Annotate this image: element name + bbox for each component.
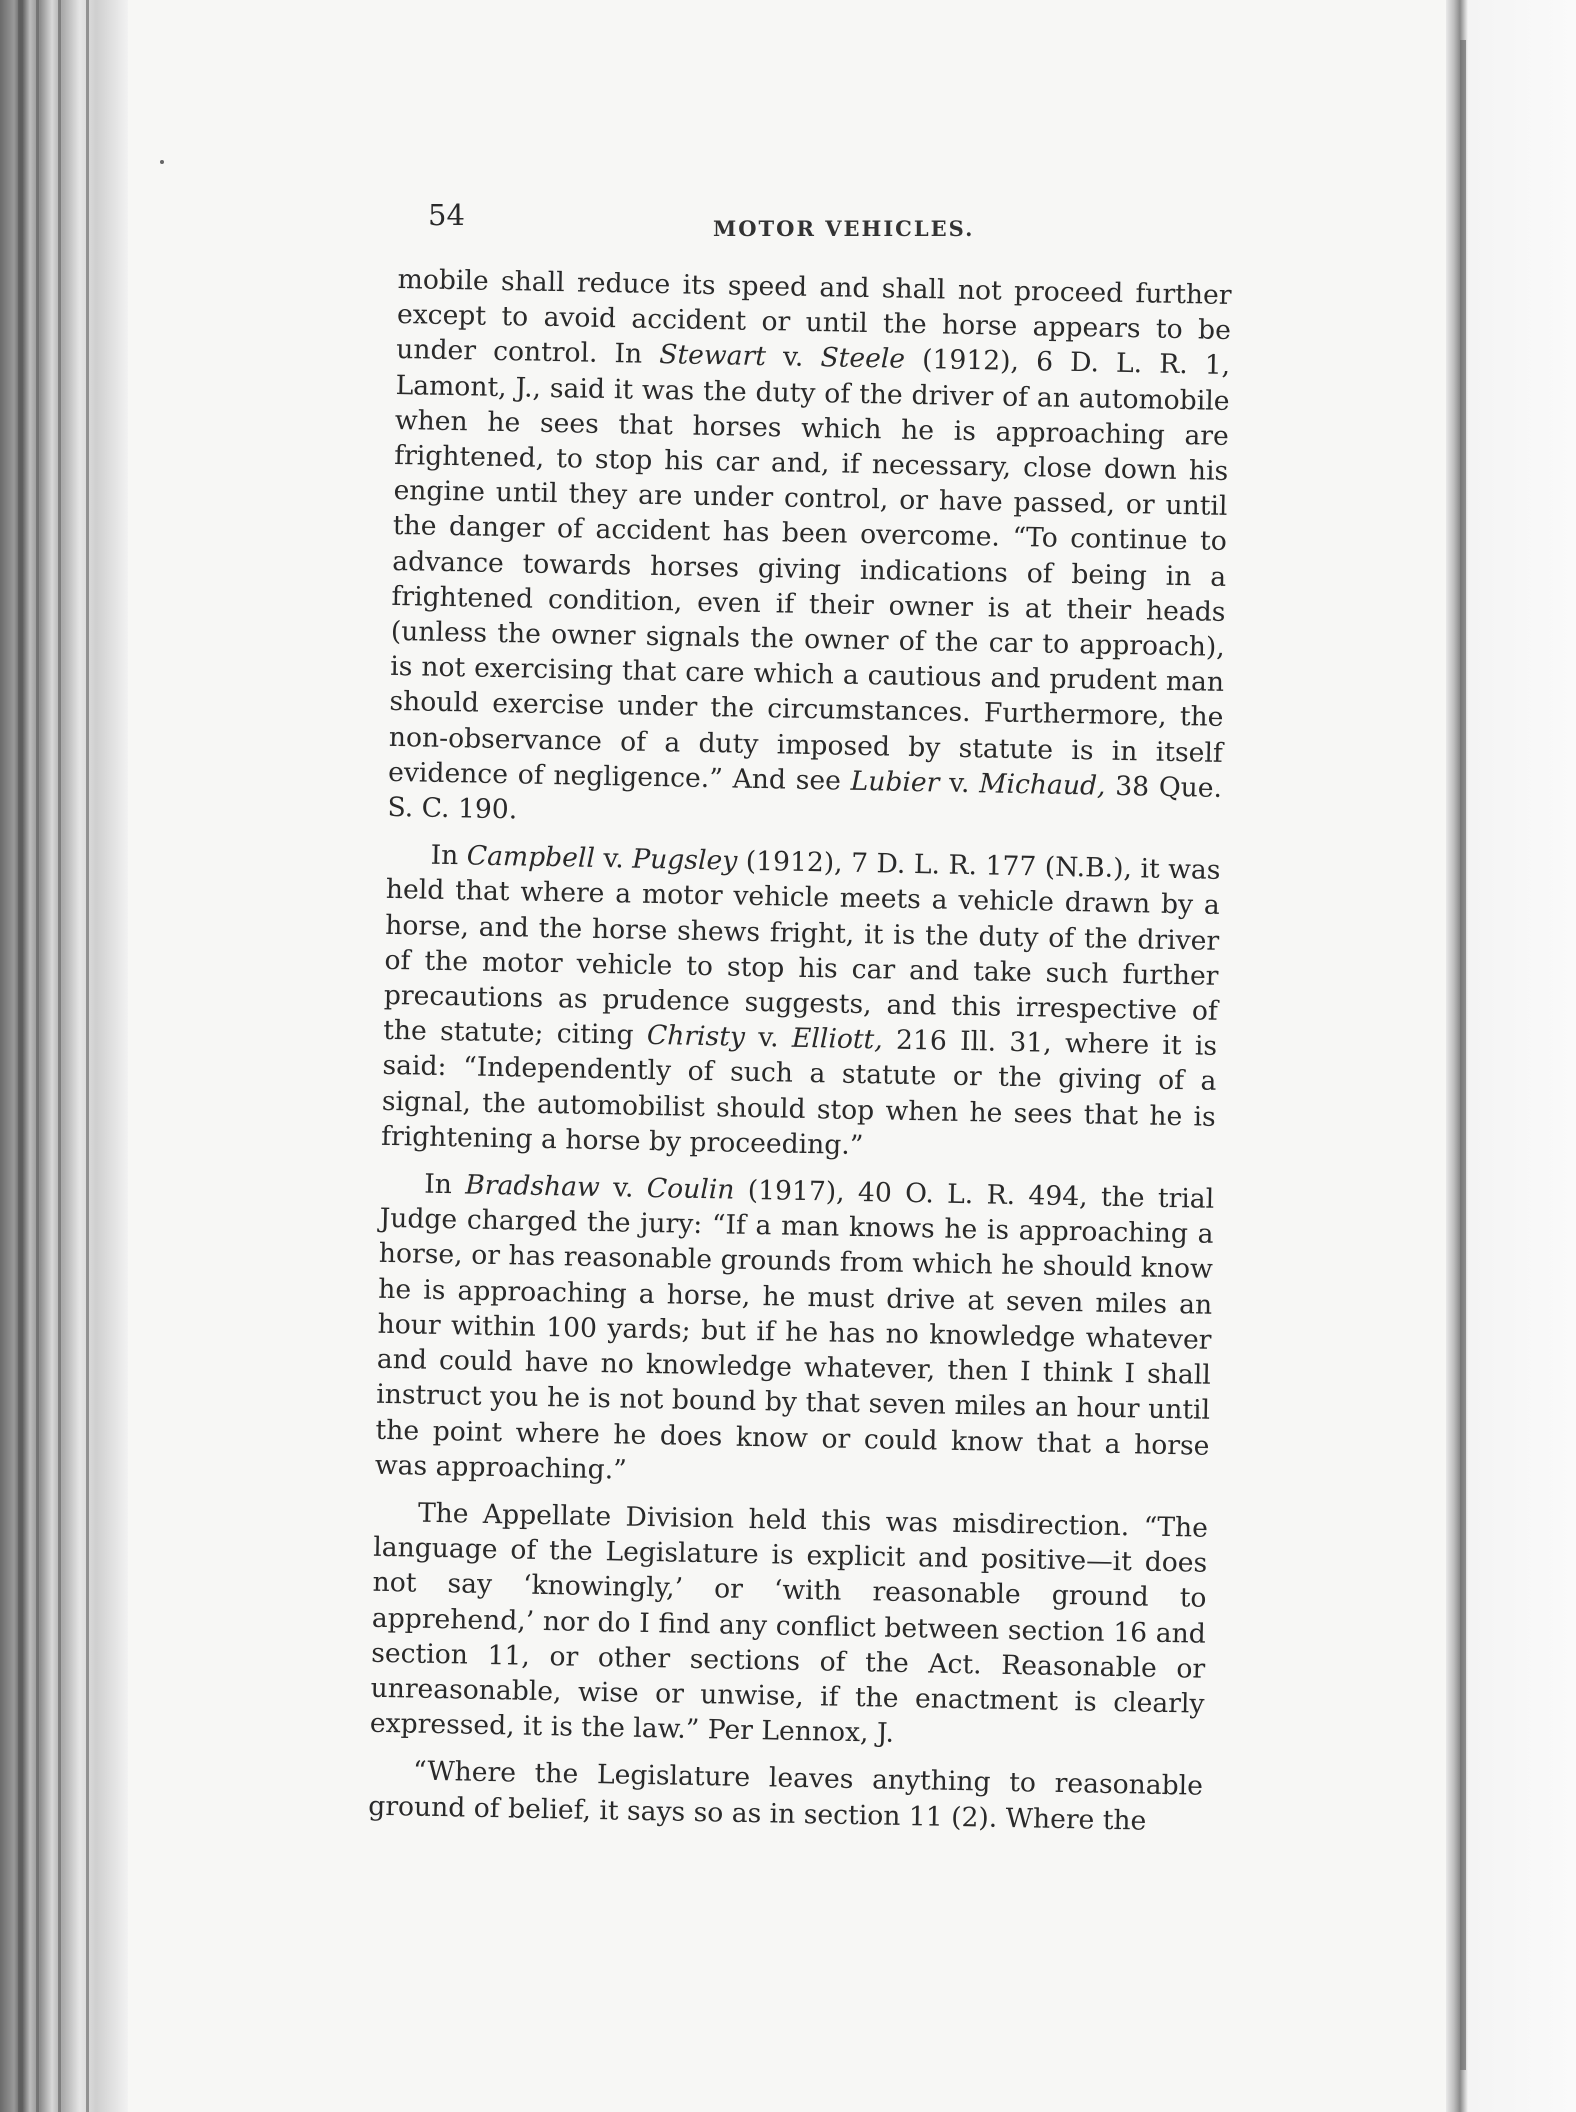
case-name: Elliott, <box>791 1022 883 1056</box>
case-name: Lubier <box>850 765 940 799</box>
paragraph <box>381 837 1221 1170</box>
text-run: 38 Que. S. C. 190. <box>387 770 1223 826</box>
running-title: MOTOR VEHICLES. <box>713 216 975 241</box>
paragraph <box>375 1166 1215 1499</box>
text-run: (1912), 6 D. L. R. 1, Lamont, J., said it was the duty of the driver of an automobile when he sees that horses which he is approaching are frightened, to stop his car and, if necessary, close down his engine until they are under control, or have passed, or until the danger of accident has been overcome. “To continue to advance towards horses giving indications of being in a frightened condition, even if their owner is at their heads (unless the owner signals the owner of the car to approach), is not exercising that care which a cautious and prudent man should exercise under the circumstances. Furthermore, the non-observance of a duty imposed by statute is in itself evidence of negligence.” And see <box>387 344 1231 797</box>
binding-line <box>58 0 61 2112</box>
binding-line <box>86 0 89 2112</box>
text-run: In <box>424 1168 466 1201</box>
text-run: v. <box>599 1172 648 1205</box>
binding-line <box>18 0 21 2112</box>
case-name: Coulin <box>646 1173 735 1206</box>
text-run: v. <box>765 341 821 374</box>
case-name: Steele <box>820 342 906 376</box>
paper-speck <box>160 160 164 164</box>
binding-line <box>36 0 39 2112</box>
text-run: mobile shall reduce its speed and shall not proceed further except to avoid accident or until the horse appears to be under control. In <box>396 263 1232 371</box>
body-text <box>368 262 1232 1851</box>
case-name: Pugsley <box>632 843 738 877</box>
case-name: Christy <box>646 1020 746 1054</box>
case-name: Bradshaw <box>464 1169 601 1204</box>
case-name: Michaud, <box>979 768 1106 802</box>
text-run: (1917), 40 O. L. R. 494, the trial Judge charged the jury: “If a man knows he is approaching a horse, or has reasonable grounds from which he should know he is approaching a horse, he must drive at seven miles an hour within 100 yards; but if he has no knowledge whatever and could have no knowledge whatever, then I think I shall instruct you he is not bound by that seven miles an hour until the point where he does know or could know that a horse was approaching.” <box>374 1174 1215 1486</box>
case-name: Stewart <box>659 339 767 373</box>
text-run: The Appellate Division held this was misdirection. “The language of the Legislature is explicit and positive—it does not say ‘knowingly,’ or ‘with reasonable ground to apprehend,’ nor do I find any conflict between section 16 and section 11, or other sections of the Act. Reasonable or unreasonable, wise or unwise, if the enactment is clearly expressed, it is the law.” Per Lennox, J. <box>369 1497 1209 1749</box>
running-head <box>428 198 1208 241</box>
case-name: Campbell <box>466 840 596 875</box>
page-edge-shadow <box>1460 40 1466 2070</box>
page-number: 54 <box>428 198 465 232</box>
text-run: “Where the Legislature leaves anything to reasonable ground of belief, it says so as in section 11 (2). Where the <box>368 1755 1204 1837</box>
paragraph <box>370 1495 1209 1757</box>
text-run: v. <box>744 1022 793 1054</box>
text-run: v. <box>939 767 980 800</box>
text-run: (1912), 7 D. L. R. 177 (N.B.), it was held that where a motor vehicle meets a vehicle drawn by a horse, and the horse shews fright, it is the duty of the driver of the motor vehicle to stop his car and take such further precautions as prudence suggests, and this irrespective of the statute; citing <box>382 845 1221 1052</box>
paragraph <box>368 1753 1203 1839</box>
text-run: In <box>430 839 468 872</box>
text-run: 216 Ill. 31, where it is said: “Independently of such a statute or the giving of a signal, the automobilist should stop when he sees that he is frightening a horse by proceeding.” <box>380 1024 1218 1161</box>
paragraph <box>387 262 1232 841</box>
text-run: v. <box>594 843 633 875</box>
